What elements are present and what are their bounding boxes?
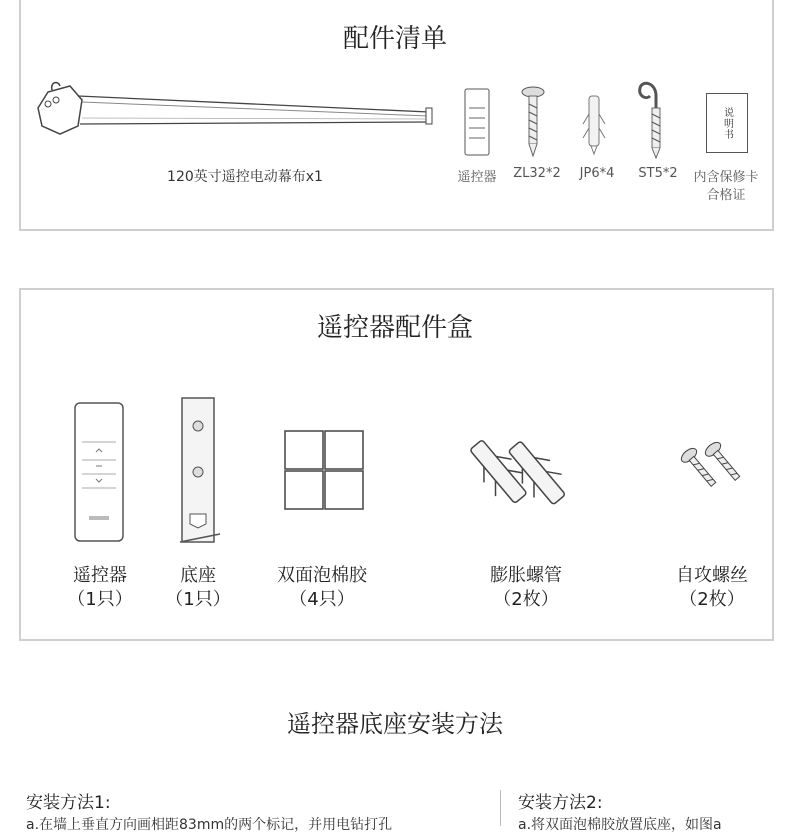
remote-box-title: 遥控器配件盒 (316, 313, 473, 343)
item-label-certificate: 合格证 (706, 188, 746, 203)
method-divider (500, 790, 501, 826)
manual-text: 说明书 (721, 106, 733, 140)
part-qty-anchor: （2枚） (493, 589, 559, 610)
remote-base-image (178, 396, 222, 548)
item-label-warranty: 内含保修卡 (693, 170, 759, 185)
expansion-anchor-image (468, 428, 572, 524)
part-name-base: 底座 (180, 565, 216, 586)
item-label-zl32: ZL32*2 (513, 166, 561, 181)
foam-tape-image (284, 430, 364, 510)
manual-book-icon (706, 93, 748, 153)
screen-tube-image (34, 78, 439, 146)
remote-small-icon (464, 88, 490, 156)
part-name-anchor: 膨胀螺管 (490, 565, 562, 586)
part-name-remote: 遥控器 (73, 565, 127, 586)
part-qty-foam: （4只） (289, 589, 355, 610)
part-name-screw: 自攻螺丝 (676, 565, 748, 586)
method1-line: a.在墙上垂直方向画相距83mm的两个标记，并用电钻打孔 (26, 817, 393, 833)
item-label-jp6: JP6*4 (579, 166, 615, 181)
anchor-jp6-icon (580, 94, 608, 156)
part-qty-screw: （2枚） (679, 589, 745, 610)
self-tapping-screw-image (678, 446, 742, 508)
part-name-foam: 双面泡棉胶 (277, 565, 367, 586)
method2-line: a.将双面泡棉胶放置底座，如图a (518, 817, 722, 833)
part-qty-base: （1只） (165, 589, 231, 610)
method2-title: 安装方法2: (518, 793, 603, 813)
method1-title: 安装方法1: (26, 793, 111, 813)
hook-st5-icon (636, 74, 676, 160)
screw-zl32-icon (520, 86, 546, 158)
part-qty-remote: （1只） (67, 589, 133, 610)
item-label-remote: 遥控器 (457, 170, 497, 185)
accessory-list-title: 配件清单 (342, 24, 447, 54)
screen-label: 120英寸遥控电动幕布x1 (167, 169, 323, 185)
remote-control-image (74, 402, 124, 542)
install-title: 遥控器底座安装方法 (287, 710, 503, 738)
item-label-st5: ST5*2 (638, 166, 678, 181)
